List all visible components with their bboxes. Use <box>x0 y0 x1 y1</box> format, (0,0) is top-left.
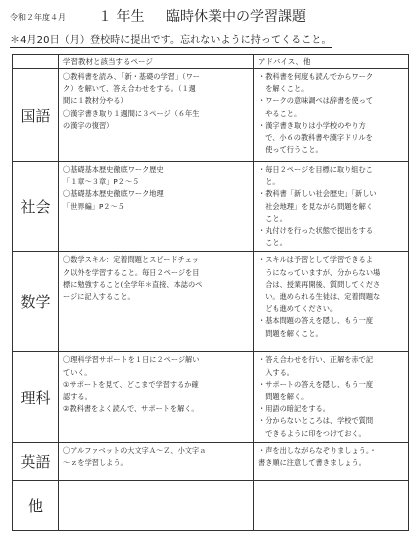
materials-line: ク以外を学習すること。毎日２ページを目 <box>63 267 200 277</box>
materials-line: 〇理科学習サポートを１日に２ページ解い <box>63 355 200 365</box>
materials-line: ていく。 <box>63 367 92 377</box>
advice-line: 書き順に注意して書きましょう。 <box>258 458 366 468</box>
header-subject <box>13 55 59 69</box>
subject-cell: 理科 <box>13 352 59 442</box>
materials-cell <box>59 442 254 480</box>
grade-label: １ 年生 <box>98 9 145 25</box>
advice-line: ・答え合わせを行い、正解を赤で記 <box>258 355 374 365</box>
submission-notice: ＊4月20日（月）登校時に提出です。忘れないように持ってくること。 <box>10 31 332 48</box>
advice-line: 問題を解く。 <box>258 392 309 402</box>
subject-cell: 他 <box>13 480 59 530</box>
advice-text <box>254 252 408 341</box>
materials-line: ①サポートを見て、どこまで学習するか確 <box>63 379 199 389</box>
table-row <box>13 69 409 162</box>
materials-line: 「１章～３章」P２～５ <box>63 177 140 187</box>
subject-cell: 国語 <box>13 69 59 162</box>
advice-text <box>254 443 408 471</box>
materials-line: ②教科書をよく読んで、サポートを解く。 <box>63 404 199 414</box>
subject-cell: 英語 <box>13 442 59 480</box>
materials-cell <box>59 69 254 162</box>
materials-cell <box>59 352 254 442</box>
advice-text <box>254 69 408 158</box>
header-advice: アドバイス、他 <box>254 55 409 69</box>
materials-line: 認する。 <box>63 392 92 402</box>
subject-cell: 数学 <box>13 252 59 352</box>
materials-cell <box>59 162 254 252</box>
advice-line: ・ワークの意味調べは辞書を使って <box>258 96 374 106</box>
materials-line: 〇アルファベットの大文字Ａ～Ｚ、小文字ａ <box>63 445 207 455</box>
advice-line: 入する。 <box>258 367 294 377</box>
materials-line: の漢字の復習） <box>63 120 114 130</box>
advice-line: ・漢字書き取りは小学校のやり方 <box>258 120 366 130</box>
header <box>10 4 410 26</box>
advice-line: こと。 <box>258 238 287 248</box>
page-title: 臨時休業中の学習課題 <box>166 9 306 25</box>
advice-line: ・教科書「新しい社会歴史」「新しい <box>258 189 377 199</box>
advice-line: ・基本問題の答えを隠し、もう一度 <box>258 316 374 326</box>
table-row <box>13 442 409 480</box>
materials-line: 〇基礎基本歴史徹底ワーク歴史 <box>63 165 164 174</box>
advice-cell <box>254 442 409 480</box>
materials-text <box>59 443 253 471</box>
subject-cell: 社会 <box>13 162 59 252</box>
table-row <box>13 252 409 352</box>
advice-line: 合は、授業再開後、質問してくださ <box>258 279 381 289</box>
advice-line: ・用語の暗記をする。 <box>258 404 330 414</box>
advice-line: うになっていますが、分からない場 <box>258 267 381 277</box>
advice-line: ・分からないところは、学校で質問 <box>258 416 374 426</box>
advice-cell <box>254 480 409 530</box>
materials-line: 「世界編」P２～５ <box>63 201 125 211</box>
advice-line: ・声を出しながらなぞりましょう。・ <box>258 445 377 455</box>
materials-text <box>59 252 253 305</box>
materials-line: 〇教科書を読み、「新・基礎の学習」（ワー <box>63 72 200 81</box>
materials-text <box>59 69 253 134</box>
advice-line: を解くこと。 <box>258 84 309 94</box>
materials-line: 〇数学スキル：定着問題とスピードチェッ <box>63 255 199 265</box>
advice-line: 社会地理」を見ながら問題を解く <box>258 201 374 211</box>
table-row <box>13 480 409 530</box>
advice-line: い。進められる生徒は、定着問題な <box>258 292 381 302</box>
materials-line: 〇漢字書き取り１週間に３ページ（６年生 <box>63 108 200 118</box>
advice-line: 問題を解くこと。 <box>258 328 323 338</box>
materials-cell <box>59 480 254 530</box>
table-body <box>13 69 409 531</box>
materials-text <box>59 352 253 417</box>
advice-line: やること。 <box>258 108 302 118</box>
header-materials: 学習教材と該当するページ <box>59 55 254 69</box>
advice-cell <box>254 252 409 352</box>
advice-text <box>254 481 408 485</box>
advice-line: と。 <box>258 177 280 187</box>
advice-line: ・サポートの答えを隠し、もう一度 <box>258 379 374 389</box>
materials-line: ～ｚを学習しよう。 <box>63 458 128 468</box>
advice-text <box>254 162 408 251</box>
advice-line: ・丸付けを行った状態で提出をする <box>258 226 374 236</box>
materials-line: ク）を解いて、答え合わせをする。（１週 <box>63 84 196 94</box>
advice-line: ・毎日２ページを目標に取り組むこ <box>258 165 373 174</box>
advice-line: できるように印をつけておく。 <box>258 428 366 438</box>
advice-line: ・教科書を何度も読んでからワーク <box>258 72 374 81</box>
assignment-table <box>12 54 409 531</box>
table-header-row <box>13 55 409 69</box>
advice-line: ども進めてください。 <box>258 304 338 314</box>
advice-line: ・スキルは予習として学習できるよ <box>258 255 373 265</box>
advice-cell <box>254 162 409 252</box>
materials-cell <box>59 252 254 352</box>
materials-line: ージに記入すること。 <box>63 292 135 302</box>
materials-text <box>59 481 253 485</box>
materials-line: 〇基礎基本歴史徹底ワーク地理 <box>63 189 164 199</box>
advice-cell <box>254 352 409 442</box>
advice-text <box>254 352 408 441</box>
school-year-date: 令和２年度４月 <box>10 13 66 22</box>
advice-cell <box>254 69 409 162</box>
materials-line: 間に１教材分やる） <box>63 96 128 106</box>
materials-text <box>59 162 253 215</box>
table-row <box>13 352 409 442</box>
table-row <box>13 162 409 252</box>
advice-line: こと。 <box>258 213 287 223</box>
materials-line: 標に勉強すること(全学年＊直接、本誌のペ <box>63 279 203 289</box>
advice-line: 使って行うこと。 <box>258 145 323 155</box>
advice-line: で、小６の教科書や漢字ドリルを <box>258 133 373 143</box>
